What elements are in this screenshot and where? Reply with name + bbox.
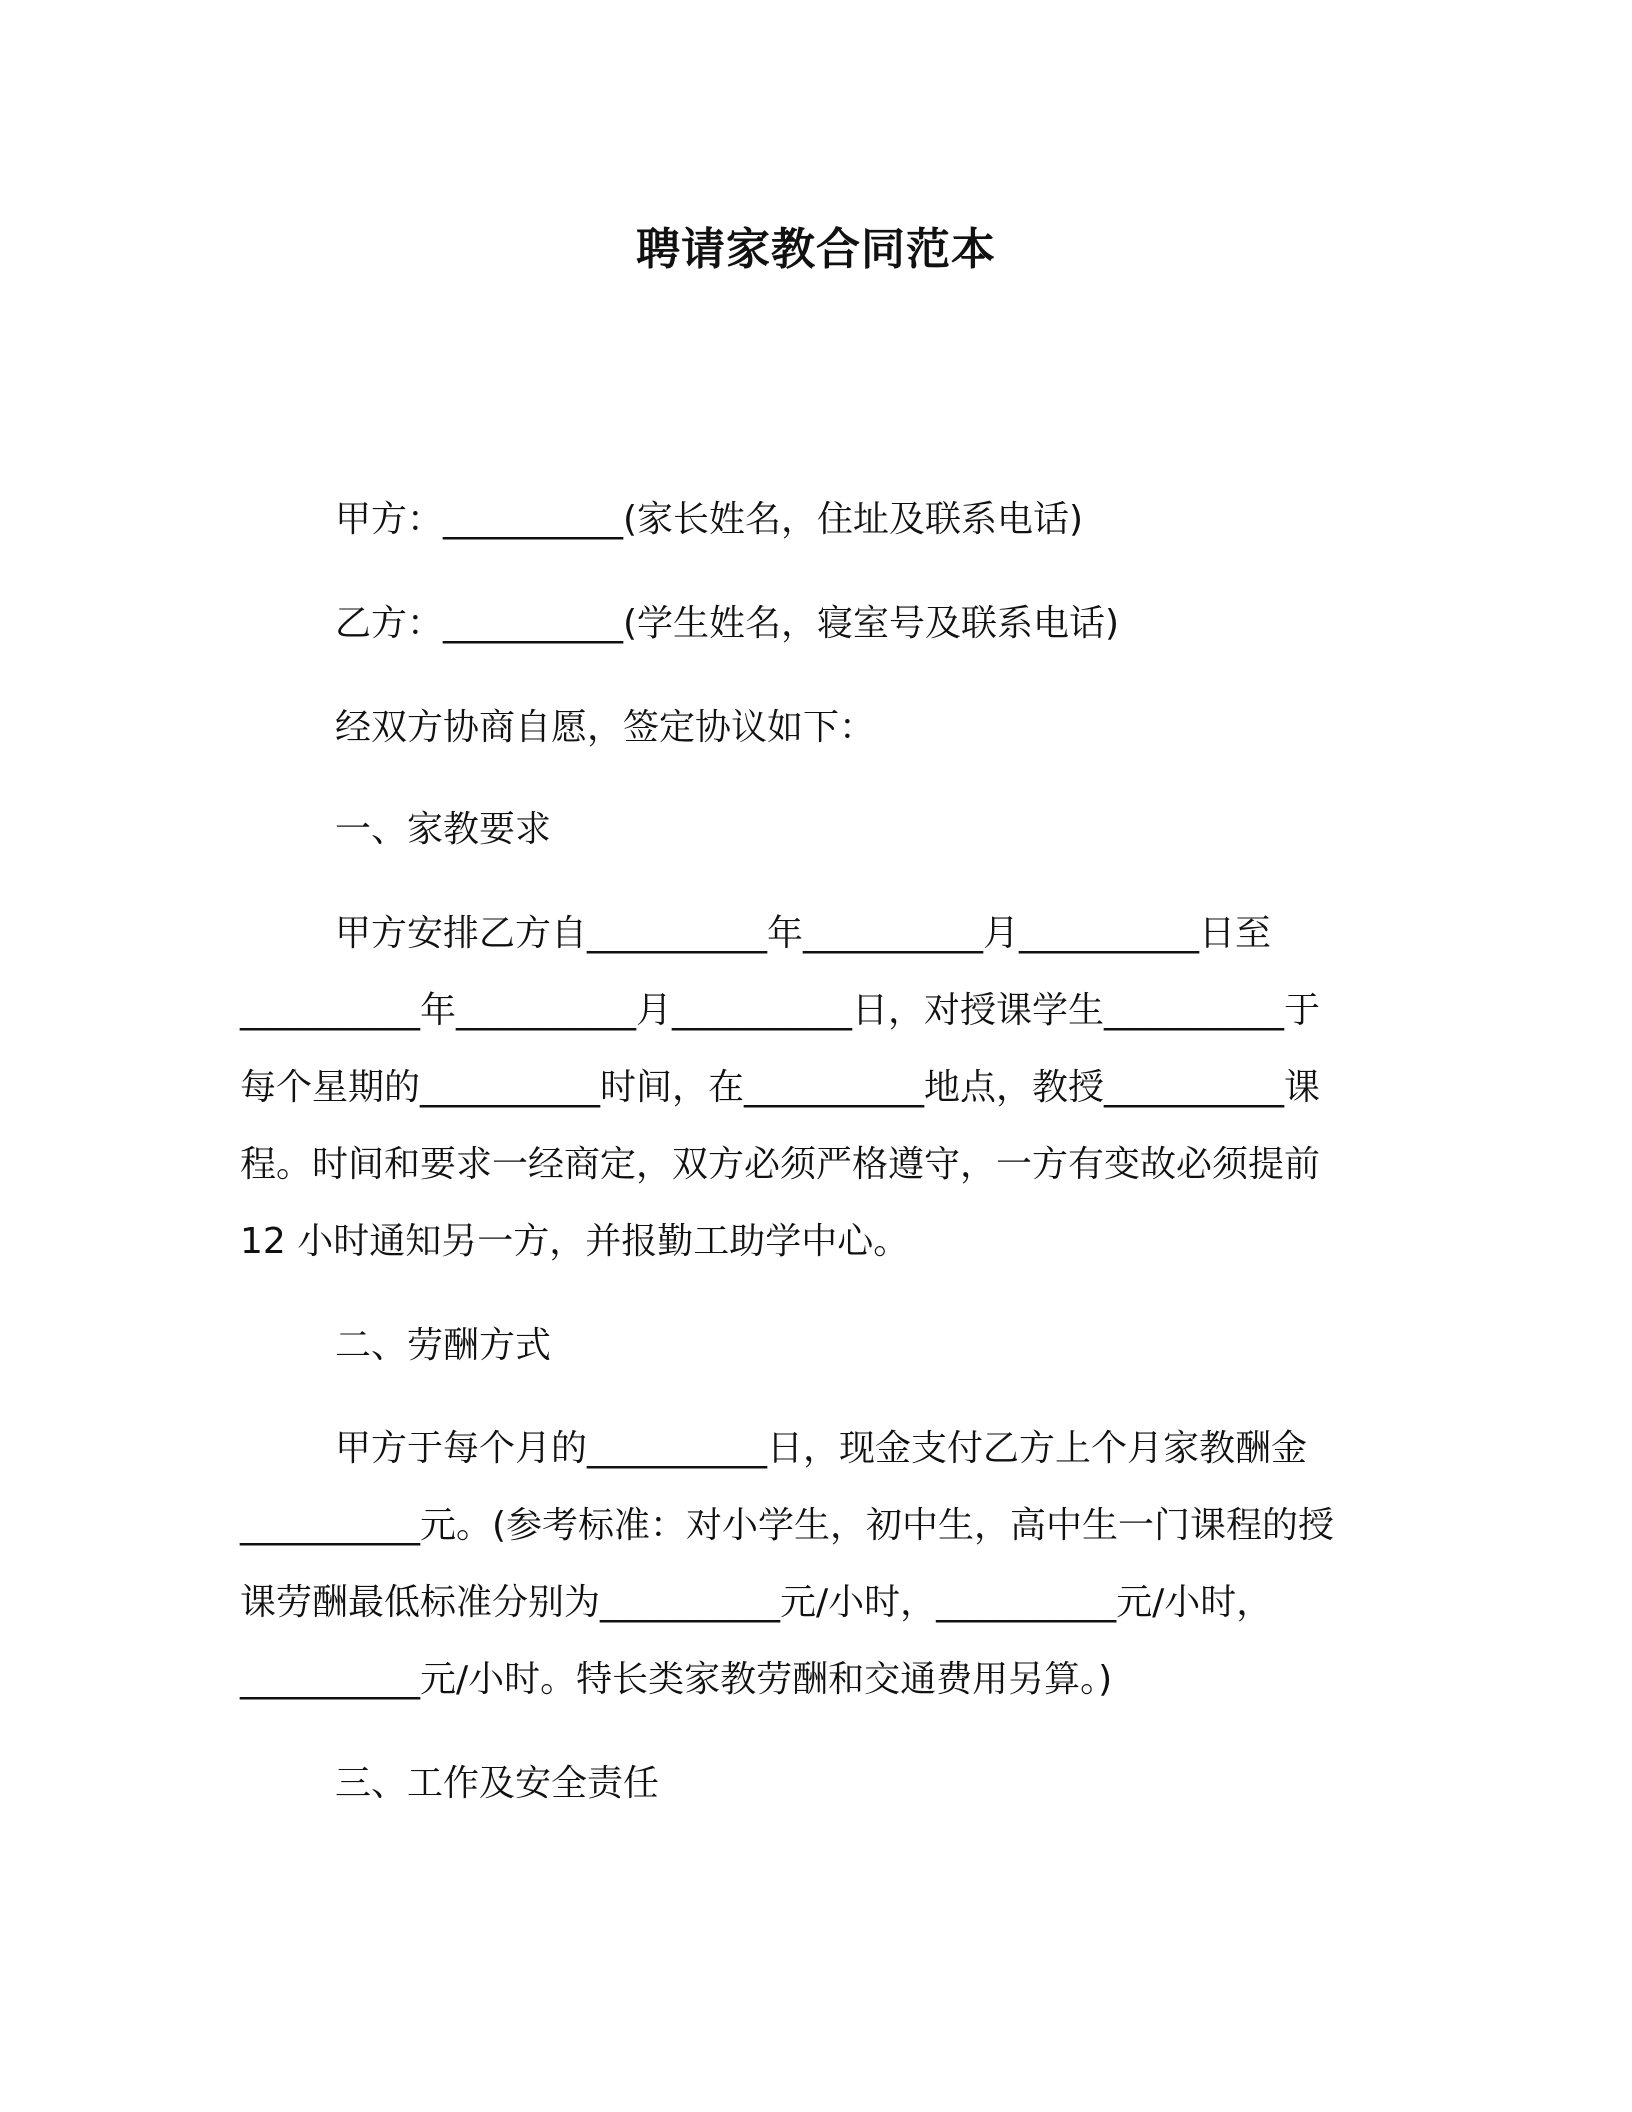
paragraph-line: 甲方于每个月的__________日，现金支付乙方上个月家教酬金 bbox=[335, 1428, 1308, 1469]
document-title: 聘请家教合同范本 bbox=[636, 224, 996, 275]
paragraph-line: __________年__________月__________日，对授课学生__________于 bbox=[240, 990, 1321, 1031]
party-b-line: 乙方：__________(学生姓名，寝室号及联系电话) bbox=[335, 603, 1120, 644]
paragraph-line: 每个星期的__________时间，在__________地点，教授__________课 bbox=[240, 1067, 1321, 1108]
paragraph-line: __________元/小时。特长类家教劳酬和交通费用另算。) bbox=[240, 1659, 1113, 1700]
paragraph-line: __________元。(参考标准：对小学生，初中生，高中生一门课程的授 bbox=[240, 1505, 1335, 1546]
section-heading-responsibility: 三、工作及安全责任 bbox=[335, 1763, 660, 1804]
paragraph-line: 课劳酬最低标准分别为__________元/小时，__________元/小时， bbox=[240, 1582, 1273, 1623]
paragraph-line: 甲方安排乙方自__________年__________月__________日至 bbox=[335, 913, 1272, 954]
section-heading-requirements: 一、家教要求 bbox=[335, 809, 552, 850]
paragraph-line: 程。时间和要求一经商定，双方必须严格遵守，一方有变故必须提前 bbox=[240, 1144, 1321, 1185]
party-a-line: 甲方：__________(家长姓名，住址及联系电话) bbox=[335, 499, 1084, 540]
section-heading-payment: 二、劳酬方式 bbox=[335, 1325, 552, 1366]
paragraph-line: 12 小时通知另一方，并报勤工助学中心。 bbox=[240, 1221, 910, 1262]
preamble-text: 经双方协商自愿，签定协议如下： bbox=[335, 707, 876, 748]
